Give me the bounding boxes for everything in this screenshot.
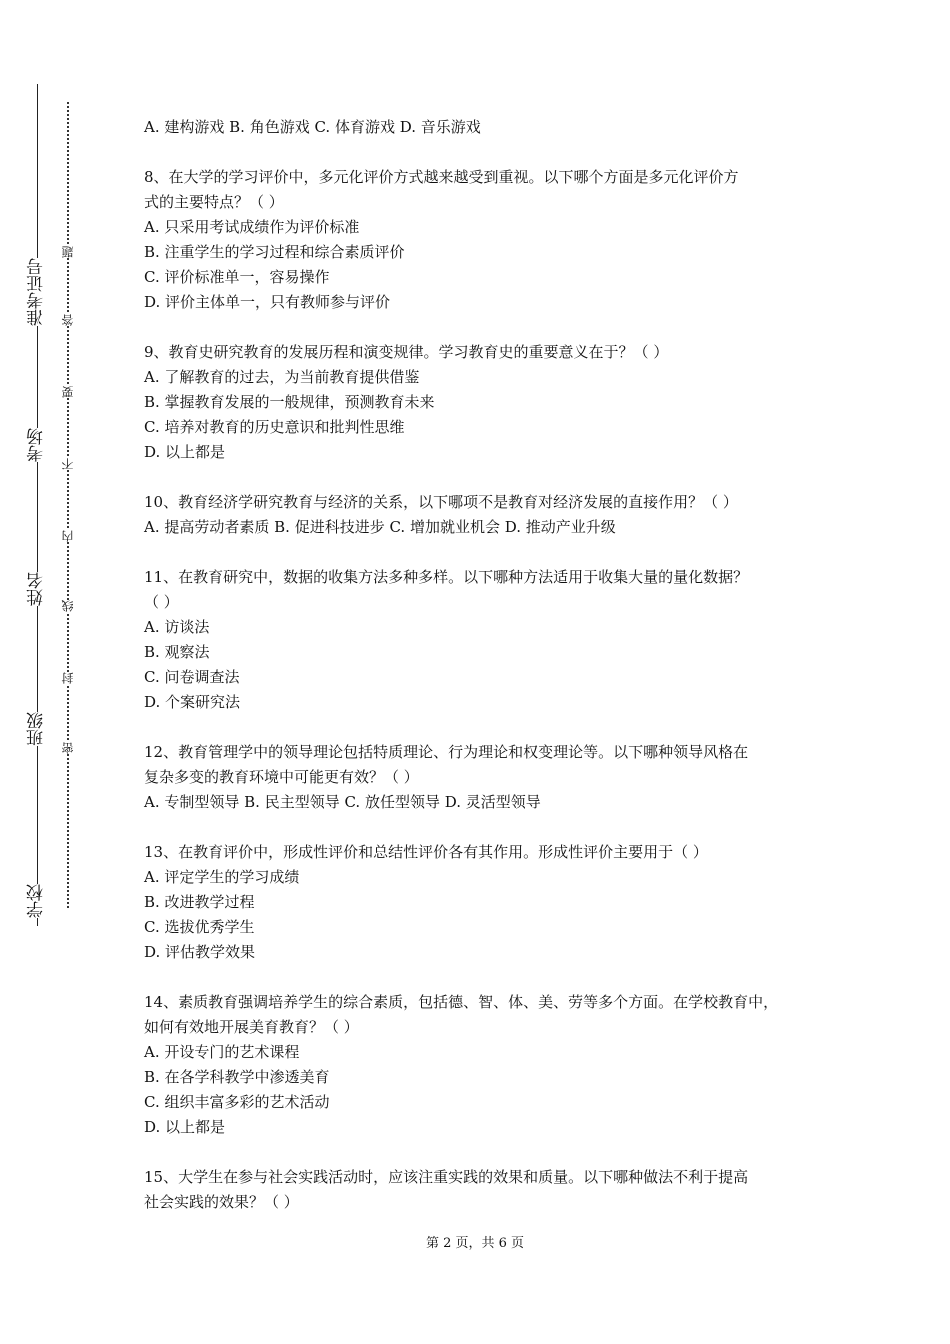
seal-dotted-line <box>67 102 69 908</box>
question-12 <box>144 740 816 815</box>
question-stem: 复杂多变的教育环境中可能更有效？（ ） <box>144 768 419 786</box>
option-line: A. 建构游戏 B. 角色游戏 C. 体育游戏 D. 音乐游戏 <box>144 118 481 136</box>
option-a: A. 只采用考试成绩作为评价标准 <box>144 218 360 236</box>
question-stem: 12、教育管理学中的领导理论包括特质理论、行为理论和权变理论等。以下哪种领导风格在 <box>144 743 749 761</box>
question-10 <box>144 490 816 540</box>
seal-char: 线 <box>61 600 75 612</box>
question-stem: 13、在教育评价中，形成性评价和总结性评价各有其作用。形成性评价主要用于（ ） <box>144 843 708 861</box>
question-stem: 社会实践的效果？（ ） <box>144 1193 299 1211</box>
option-b: B. 在各学科教学中渗透美育 <box>144 1068 330 1086</box>
seal-char: 密 <box>61 742 75 754</box>
question-list <box>144 115 816 1240</box>
option-c: C. 评价标准单一，容易操作 <box>144 268 330 286</box>
field-class: 班级 <box>22 712 52 746</box>
field-exam-room: 考场 <box>22 428 52 462</box>
question-13 <box>144 840 816 965</box>
question-stem: 15、大学生在参与社会实践活动时，应该注重实践的效果和质量。以下哪种做法不利于提高 <box>144 1168 749 1186</box>
seal-char: 封 <box>61 672 75 684</box>
option-a: A. 评定学生的学习成绩 <box>144 868 300 886</box>
option-b: B. 观察法 <box>144 643 210 661</box>
option-d: D. 以上都是 <box>144 1118 226 1136</box>
option-d: D. 评估教学效果 <box>144 943 256 961</box>
question-14 <box>144 990 816 1140</box>
binding-solid-line <box>37 84 38 926</box>
question-15 <box>144 1165 816 1215</box>
option-line: A. 提高劳动者素质 B. 促进科技进步 C. 增加就业机会 D. 推动产业升级 <box>144 518 616 536</box>
question-stem: 9、教育史研究教育的发展历程和演变规律。学习教育史的重要意义在于？（ ） <box>144 343 669 361</box>
question-8 <box>144 165 816 315</box>
question-7-options <box>144 115 816 140</box>
option-b: B. 掌握教育发展的一般规律，预测教育未来 <box>144 393 435 411</box>
option-c: C. 组织丰富多彩的艺术活动 <box>144 1093 330 1111</box>
option-d: D. 个案研究法 <box>144 693 241 711</box>
question-stem: 式的主要特点？（ ） <box>144 193 284 211</box>
field-exam-id: 准考证号 <box>22 258 52 326</box>
option-d: D. 评价主体单一，只有教师参与评价 <box>144 293 391 311</box>
option-a: A. 了解教育的过去，为当前教育提供借鉴 <box>144 368 420 386</box>
option-line: A. 专制型领导 B. 民主型领导 C. 放任型领导 D. 灵活型领导 <box>144 793 541 811</box>
seal-char: 要 <box>61 386 75 398</box>
option-c: C. 问卷调查法 <box>144 668 240 686</box>
question-stem: 14、素质教育强调培养学生的综合素质，包括德、智、体、美、劳等多个方面。在学校教育中， <box>144 993 779 1011</box>
question-9 <box>144 340 816 465</box>
binding-margin <box>0 0 110 1344</box>
option-b: B. 改进教学过程 <box>144 893 255 911</box>
seal-char: 题 <box>61 246 75 258</box>
question-stem: 8、在大学的学习评价中，多元化评价方式越来越受到重视。以下哪个方面是多元化评价方 <box>144 168 739 186</box>
question-stem: 10、教育经济学研究教育与经济的关系，以下哪项不是教育对经济发展的直接作用？（ ） <box>144 493 738 511</box>
field-name: 姓名 <box>22 572 52 606</box>
option-b: B. 注重学生的学习过程和综合素质评价 <box>144 243 405 261</box>
option-c: C. 培养对教育的历史意识和批判性思维 <box>144 418 405 436</box>
seal-char: 答 <box>61 314 75 326</box>
option-c: C. 选拔优秀学生 <box>144 918 255 936</box>
question-stem: 11、在教育研究中，数据的收集方法多种多样。以下哪种方法适用于收集大量的量化数据？ <box>144 568 749 586</box>
question-11 <box>144 565 816 715</box>
question-stem: （ ） <box>144 593 179 611</box>
seal-char: 内 <box>61 530 75 542</box>
option-a: A. 开设专门的艺术课程 <box>144 1043 300 1061</box>
option-a: A. 访谈法 <box>144 618 210 636</box>
field-school: 学校 <box>22 884 52 918</box>
question-stem: 如何有效地开展美育教育？（ ） <box>144 1018 359 1036</box>
option-d: D. 以上都是 <box>144 443 226 461</box>
page-number: 第 2 页，共 6 页 <box>425 1236 525 1251</box>
seal-char: 不 <box>61 458 75 470</box>
